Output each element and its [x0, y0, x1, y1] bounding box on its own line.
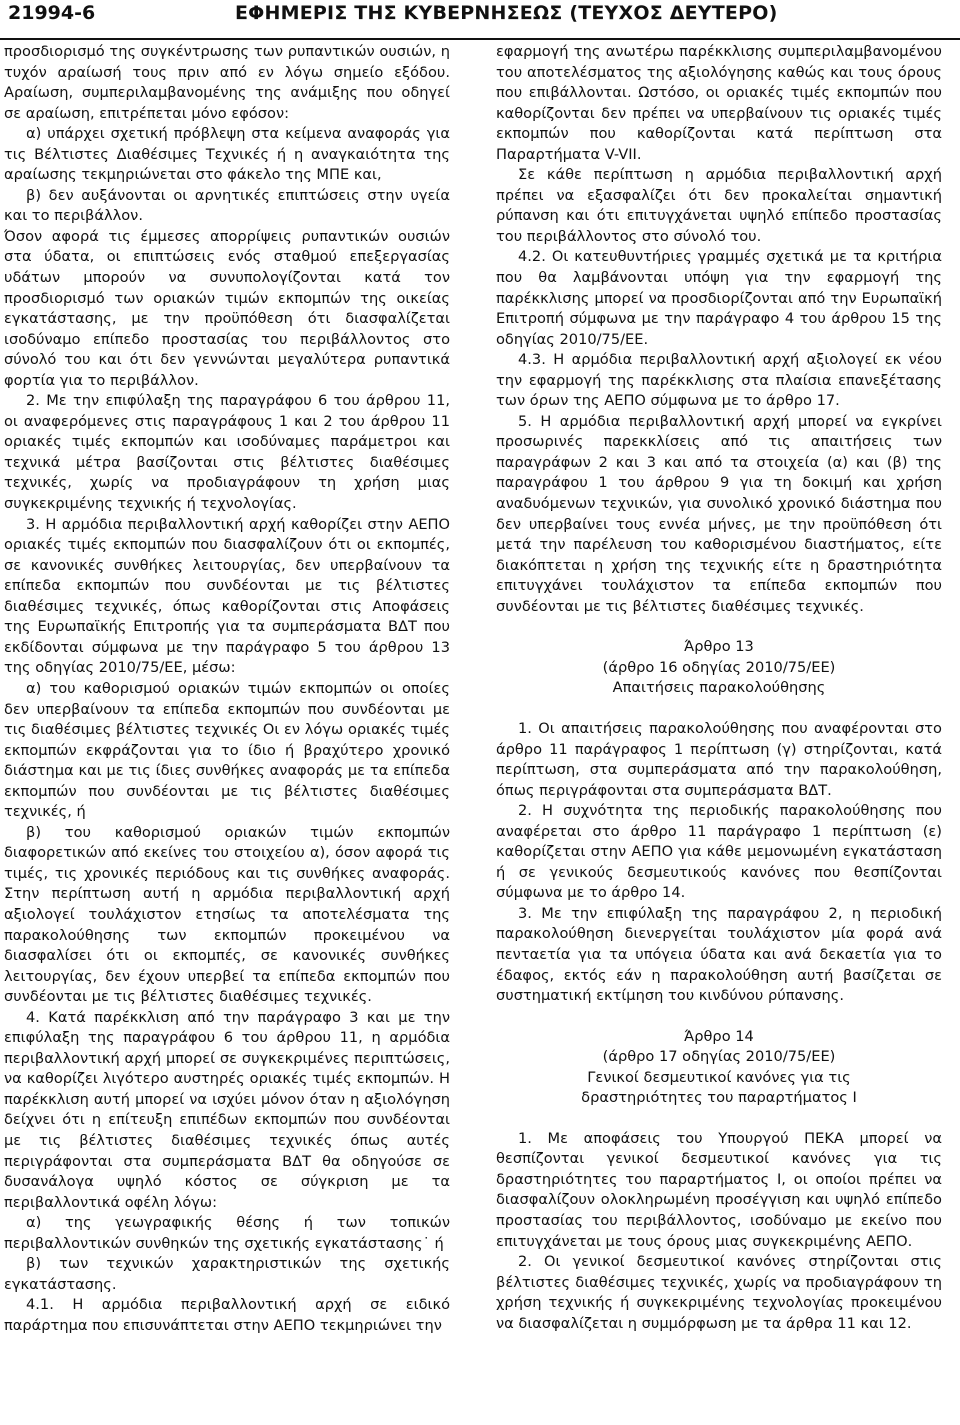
- right-column: [496, 42, 942, 1334]
- paragraph: 2. Η συχνότητα της περιοδικής παρακολούθησης που αναφέρεται στο άρθρο 11 παράγραφο 1 περίπτωση (ε) καθορίζεται στην ΑΕΠΟ για κάθε μεμονωμένη εγκατάσταση ή σε γενικούς δεσμευτικούς κανόνες που θεσπίζονται σύμφωνα με το άρθρο 14.: [496, 802, 942, 902]
- paragraph: Σε κάθε περίπτωση η αρμόδια περιβαλλοντική αρχή πρέπει να εξασφαλίζει ότι δεν προκαλείται σημαντική ρύπανση και ότι επιτυγχάνεται υψηλό επίπεδο προστασίας του περιβάλλοντος στο σύνολό του.: [496, 166, 942, 245]
- paragraph: 4.2. Οι κατευθυντήριες γραμμές σχετικά με τα κριτήρια που θα λαμβάνονται υπόψη για την εφαρμογή της παρέκκλισης μπορεί να προσδιορίζονται από την Ευρωπαϊκή Επιτροπή σύμφωνα με την παράγραφο 4 του άρθρου 15 της οδηγίας 2010/75/ΕΕ.: [496, 248, 942, 348]
- article-14-heading: [496, 1027, 942, 1109]
- paragraph: β) του καθορισμού οριακών τιμών εκπομπών διαφορετικών από εκείνες του στοιχείου α), όσον αφορά τις τιμές, τις χρονικές περιόδους και τις συνθήκες αναφοράς. Στην περίπτωση αυτή η αρμόδια περιβαλλοντική αρχή αξιολογεί τουλάχιστον ετησίως τα αποτελέσματα της παρακολούθησης των εκπομπών προκειμένου να διασφαλίσει ότι οι εκπομπές, σε κανονικές συνθήκες λειτουργίας, δεν έχουν υπερβεί τα επίπεδα εκπομπών που συνδέονται με τις βέλτιστες διαθέσιμες τεχνικές.: [4, 823, 450, 1006]
- article-reference: (άρθρο 17 οδηγίας 2010/75/ΕΕ): [602, 1048, 836, 1066]
- article-subject: Απαιτήσεις παρακολούθησης: [612, 679, 826, 697]
- page-number: 21994-6: [8, 2, 96, 24]
- paragraph: α) του καθορισμού οριακών τιμών εκπομπών οι οποίες δεν υπερβαίνουν τα επίπεδα εκπομπών που συνδέονται με τις διαθέσιμες βέλτιστες τεχνικές Οι εν λόγω οριακές τιμές εκπομπών εκφράζονται για το ίδιο ή βραχύτερο χρονικό διάστημα και με τις ίδιες συνθήκες αναφοράς με τα επίπεδα εκπομπών που συνδέονται με τις βέλτιστες διαθέσιμες τεχνικές, ή: [4, 679, 450, 821]
- paragraph: 1. Οι απαιτήσεις παρακολούθησης που αναφέρονται στο άρθρο 11 παράγραφος 1 περίπτωση (γ) στηρίζονται, κατά περίπτωση, στα συμπεράσματα από την παρακολούθηση, όπως περιγράφονται στα συμπεράσματα ΒΔΤ.: [496, 719, 942, 799]
- paragraph: εφαρμογή της ανωτέρω παρέκκλισης συμπεριλαμβανομένου του αποτελέσματος της αξιολόγησης καθώς και τους όρους που επιβάλλονται. Ωστόσο, οι οριακές τιμές εκπομπών που καθορίζονται δεν πρέπει να υπερβαίνουν τις οριακές τιμές εκπομπών που καθορίζονται κατά περίπτωση στα Παραρτήματα V-VII.: [496, 43, 942, 163]
- article-subject: δραστηριότητες του παραρτήματος Ι: [581, 1089, 857, 1107]
- paragraph: 4.3. Η αρμόδια περιβαλλοντική αρχή αξιολογεί εκ νέου την εφαρμογή της παρέκκλισης στα πλαίσια επανεξέτασης των όρων της ΑΕΠΟ σύμφωνα με το άρθρο 17.: [496, 351, 942, 410]
- paragraph: β) δεν αυξάνονται οι αρνητικές επιπτώσεις στην υγεία και το περιβάλλον.: [4, 186, 450, 225]
- paragraph: 4. Κατά παρέκκλιση από την παράγραφο 3 και με την επιφύλαξη της παραγράφου 6 του άρθρου 11, η αρμόδια περιβαλλοντική αρχή μπορεί σε συγκεκριμένες περιπτώσεις, να καθορίζει λιγότερο αυστηρές οριακές τιμές εκπομπών. Η παρέκκλιση αυτή μπορεί να ισχύει μόνον όταν η αξιολόγηση δείχνει ότι η επίτευξη επιπέδων εκπομπών που συνδέονται με τις βέλτιστες διαθέσιμες τεχνικές όπως αυτές περιγράφονται στα συμπεράσματα ΒΔΤ θα οδηγούσε σε δυσανάλογα υψηλό κόστος σε σύγκριση με τα περιβαλλοντικά οφέλη λόγω:: [4, 1008, 450, 1211]
- article-title: Άρθρο 13: [684, 638, 754, 656]
- gazette-title: ΕΦΗΜΕΡΙΣ ΤΗΣ ΚΥΒΕΡΝΗΣΕΩΣ (ΤΕΥΧΟΣ ΔΕΥΤΕΡΟ): [235, 2, 778, 24]
- paragraph: β) των τεχνικών χαρακτηριστικών της σχετικής εγκατάστασης.: [4, 1255, 450, 1293]
- paragraph: Όσον αφορά τις έμμεσες απορρίψεις ρυπαντικών ουσιών στα ύδατα, οι επιπτώσεις ενός σταθμού επεξεργασίας υδάτων μπορούν να συνυπολογίζονται κατά τον προσδιορισμό των οριακών τιμών εκπομπών της οικείας εγκατάστασης, με την προϋπόθεση ότι διασφαλίζεται ισοδύναμο επίπεδο προστασίας του περιβάλλοντος στο σύνολό του και ότι δεν γεννώνται μεγαλύτερα ρυπαντικά φορτία για το περιβάλλον.: [4, 227, 450, 389]
- article-13-heading: [496, 637, 942, 699]
- paragraph: 3. Με την επιφύλαξη της παραγράφου 2, η περιοδική παρακολούθηση διενεργείται τουλάχιστον μία φορά ανά πενταετία για τα υπόγεια ύδατα και ανά δεκαετία για το έδαφος, εκτός εάν η παρακολούθηση αυτή βασίζεται σε συστηματική εκτίμηση του κινδύνου ρύπανσης.: [496, 904, 942, 1005]
- paragraph: α) της γεωγραφικής θέσης ή των τοπικών περιβαλλοντικών συνθηκών της σχετικής εγκατάστασης˙ ή: [4, 1214, 450, 1252]
- page-header: [0, 0, 960, 40]
- article-subject: Γενικοί δεσμευτικοί κανόνες για τις: [587, 1068, 851, 1086]
- article-title: Άρθρο 14: [684, 1027, 754, 1045]
- paragraph: 1. Με αποφάσεις του Υπουργού ΠΕΚΑ μπορεί να θεσπίζονται γενικοί δεσμευτικοί κανόνες για τις δραστηριότητες του παραρτήματος Ι, οι οποίοι πρέπει να διασφαλίζουν ολοκληρωμένη προσέγγιση και υψηλό επίπεδο προστασίας του περιβάλλοντος, ισοδύναμο με εκείνο που επιτυγχάνεται με τους όρους μιας συγκεκριμένης ΑΕΠΟ.: [496, 1129, 942, 1250]
- paragraph: 5. Η αρμόδια περιβαλλοντική αρχή μπορεί να εγκρίνει προσωρινές παρεκκλίσεις από τις απαιτήσεις των παραγράφων 2 και 3 και από τα στοιχεία (α) και (β) της παραγράφου 1 του άρθρου 9 για τη δοκιμή και χρήση αναδυόμενων τεχνικών, για συνολικό χρονικό διάστημα που δεν υπερβαίνει τους εννέα μήνες, με την προϋπόθεση ότι μετά την παρέλευση του καθορισμένου διαστήματος, είτε διακόπτεται η χρήση της τεχνικής είτε η δραστηριότητα επιτυγχάνει τουλάχιστον τα επίπεδα εκπομπών που συνδέονται με τις βέλτιστες διαθέσιμες τεχνικές.: [496, 412, 942, 615]
- paragraph: προσδιορισμό της συγκέντρωσης των ρυπαντικών ουσιών, η τυχόν αραίωσή τους πριν από εν λόγω σημείο εξόδου. Αραίωση, συμπεριλαμβανομένης της ανάμιξης που οδηγεί σε αραίωση, επιτρέπεται μόνο εφόσον:: [4, 43, 450, 122]
- paragraph: 2. Οι γενικοί δεσμευτικοί κανόνες στηρίζονται στις βέλτιστες διαθέσιμες τεχνικές, χωρίς να προδιαγράφουν τη χρήση τεχνικής ή συγκεκριμένης τεχνολογίας προκειμένου να διασφαλίζεται η συμμόρφωση με τα άρθρα 11 και 12.: [496, 1253, 942, 1332]
- paragraph: 4.1. Η αρμόδια περιβαλλοντική αρχή σε ειδικό παράρτημα που επισυνάπτεται στην ΑΕΠΟ τεκμηριώνει την: [4, 1296, 450, 1334]
- paragraph: α) υπάρχει σχετική πρόβλεψη στα κείμενα αναφοράς για τις Βέλτιστες Διαθέσιμες Τεχνικές ή η αναγκαιότητα της αραίωσης τεκμηριώνεται στο φάκελο της ΜΠΕ και,: [4, 125, 450, 184]
- paragraph: 2. Με την επιφύλαξη της παραγράφου 6 του άρθρου 11, οι αναφερόμενες στις παραγράφους 1 και 2 του άρθρου 11 οριακές τιμές εκπομπών και ισοδύναμες παράμετροι και τεχνικά μέτρα βασίζονται στις βέλτιστες διαθέσιμες τεχνικές, χωρίς να προδιαγράφουν τη χρήση μιας συγκεκριμένης τεχνικής ή τεχνολογίας.: [4, 392, 450, 513]
- paragraph: 3. Η αρμόδια περιβαλλοντική αρχή καθορίζει στην ΑΕΠΟ οριακές τιμές εκπομπών που διασφαλίζουν ότι οι εκπομπές, σε κανονικές συνθήκες λειτουργίας, δεν υπερβαίνουν τα επίπεδα εκπομπών που συνδέονται με τις βέλτιστες διαθέσιμες τεχνικές, όπως καθορίζονται στις Αποφάσεις της Ευρωπαϊκής Επιτροπής για τα συμπεράσματα ΒΔΤ που εκδίδονται σύμφωνα με την παράγραφο 5 του άρθρου 13 της οδηγίας 2010/75/ΕΕ, μέσω:: [4, 515, 450, 677]
- left-column: [4, 42, 450, 1336]
- article-reference: (άρθρο 16 οδηγίας 2010/75/ΕΕ): [602, 658, 836, 676]
